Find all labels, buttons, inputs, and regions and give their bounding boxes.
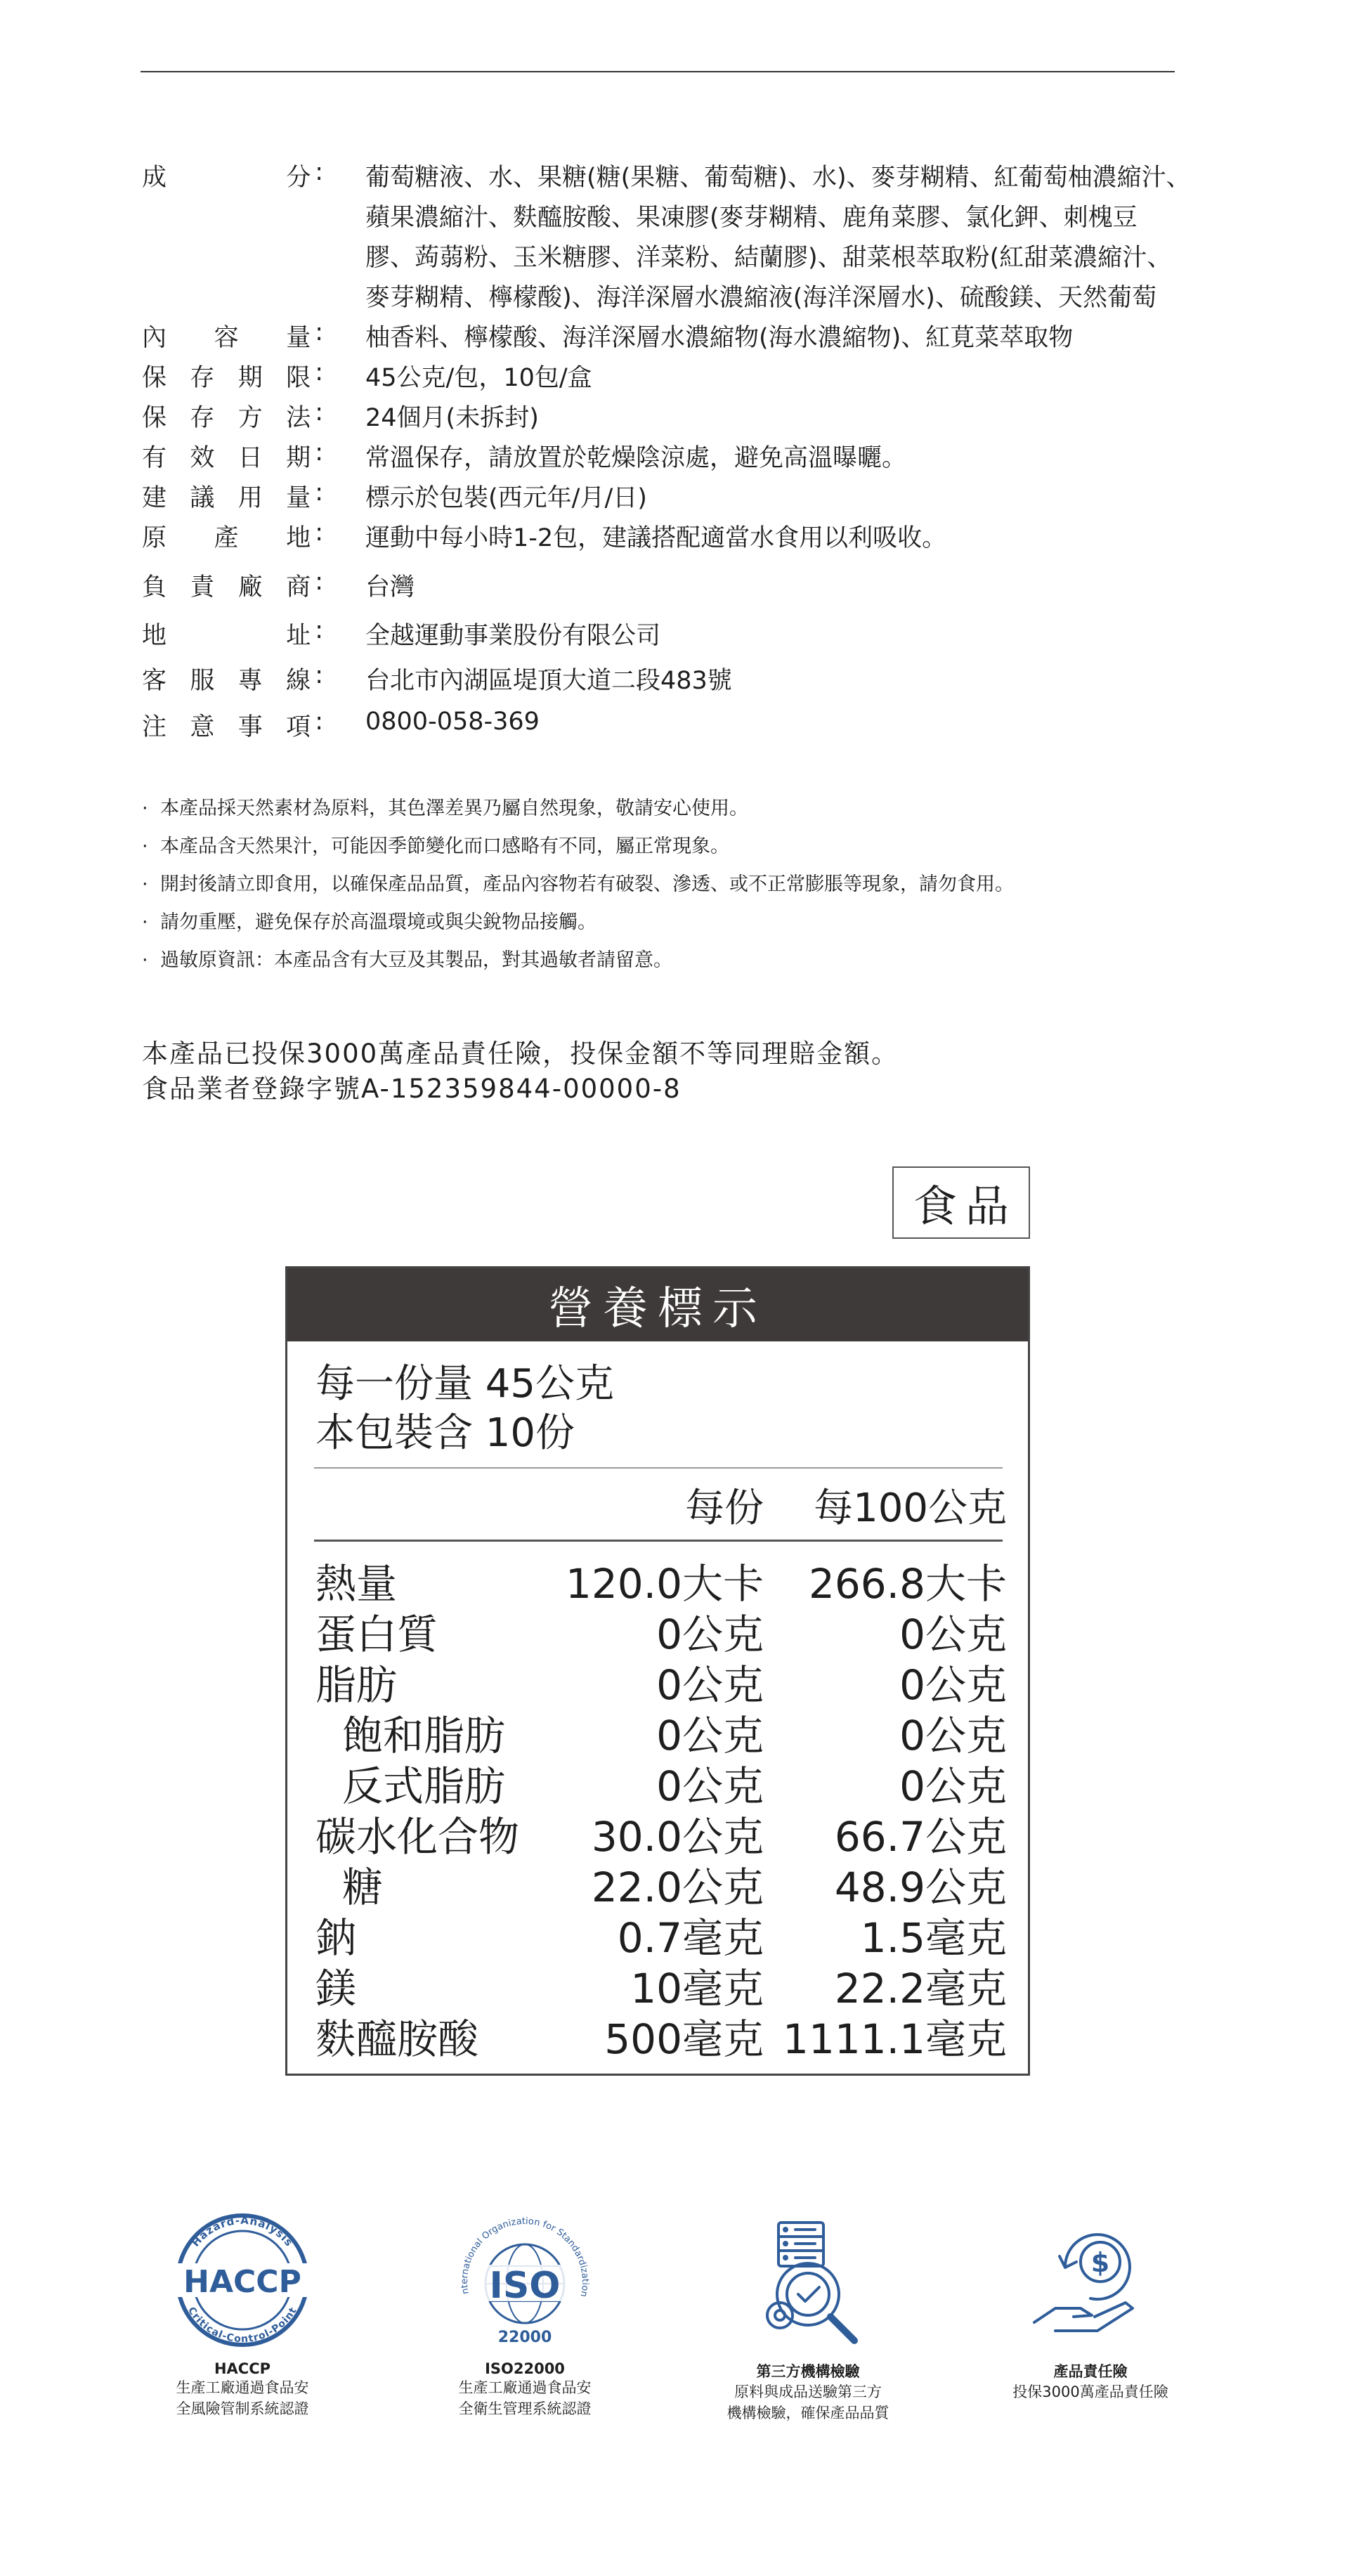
- cert-desc-line: 生產工廠通過食品安: [458, 2379, 592, 2396]
- nutrient-per-100g: 266.8大卡: [808, 1560, 1007, 1608]
- nutrient-per-100g: 0公克: [899, 1611, 1007, 1658]
- nutrient-per-serving: 0公克: [656, 1712, 764, 1759]
- spec-label-char: 服: [190, 667, 216, 695]
- column-header-per-100g: 每100公克: [814, 1485, 1007, 1531]
- cert-desc-line: 全衛生管理系統認證: [458, 2400, 592, 2417]
- nutrient-per-serving: 0公克: [656, 1762, 764, 1810]
- spec-label-char: 限: [286, 364, 313, 392]
- iso-mark: ISO: [489, 2265, 561, 2307]
- spec-value-ingredients-line4: 麥芽糊精、檸檬酸)、海洋深層水濃縮液(海洋深層水)、硫酸鎂、天然葡萄: [365, 284, 1156, 312]
- nutrient-row-fat: [287, 1652, 1028, 1709]
- spec-value-notice: 0800-058-369: [365, 708, 540, 736]
- spec-label-char: 容: [214, 324, 240, 352]
- spec-label-char: 期: [286, 444, 313, 472]
- top-divider: [141, 71, 1175, 72]
- spec-label-char: 客: [142, 667, 169, 695]
- nutrient-name: 碳水化合物: [315, 1813, 520, 1861]
- spec-label-text: [142, 398, 312, 434]
- nutrient-per-serving: 120.0大卡: [565, 1560, 764, 1608]
- nutrient-per-100g: 22.2毫克: [834, 1965, 1007, 2012]
- spec-label-char: 保: [142, 404, 169, 432]
- spec-value-ingredients-line2: 蘋果濃縮汁、麩醯胺酸、果凍膠(麥芽糊精、鹿角菜膠、氯化鉀、刺槐豆: [365, 204, 1138, 232]
- registration-number: 食品業者登錄字號A-152359844-00000-8: [142, 1074, 682, 1104]
- nutrient-per-100g: 66.7公克: [834, 1813, 1007, 1861]
- spec-label-origin: 原 產 地 :: [142, 519, 325, 552]
- spec-label-char: 議: [190, 484, 216, 512]
- lab-inspection-icon: [731, 2210, 885, 2350]
- spec-label-text: [142, 616, 312, 651]
- spec-label-text: [142, 661, 312, 696]
- iso-number: 22000: [497, 2329, 552, 2346]
- nutrient-name: 反式脂肪: [342, 1762, 506, 1810]
- spec-label-char: 專: [237, 667, 264, 695]
- nutrient-name: 鈉: [315, 1914, 357, 1962]
- nutrient-per-100g: 1.5毫克: [860, 1914, 1007, 1962]
- haccp-top-text: Hazard-Analysis: [189, 2213, 296, 2249]
- spec-label-char: 線: [286, 667, 313, 695]
- nutrition-divider: [314, 1540, 1003, 1542]
- spec-value-ingredients-line1: 葡萄糖液、水、果糖(糖(果糖、葡萄糖)、水)、麥芽糊精、紅葡萄柚濃縮汁、: [365, 164, 1191, 192]
- spec-label-char: 商: [286, 573, 313, 601]
- nutrient-name: 脂肪: [315, 1661, 398, 1709]
- spec-label-char: 方: [237, 404, 264, 432]
- spec-label-char: 分: [286, 164, 313, 192]
- notice-text: 請勿重壓，避免保存於高溫環境或與尖銳物品接觸。: [160, 911, 597, 933]
- spec-value-storage: 24個月(未拆封): [365, 404, 539, 432]
- cert-product-liability: [957, 2210, 1224, 2402]
- haccp-seal-icon: [165, 2210, 320, 2350]
- spec-label-text: [142, 568, 312, 603]
- cert-third-party-lab: [674, 2210, 941, 2424]
- nutrient-per-serving: 30.0公克: [591, 1813, 764, 1861]
- haccp-bottom-text: Critical-Control-Point: [185, 2305, 299, 2346]
- dollar-mark: $: [1090, 2247, 1110, 2278]
- nutrient-per-serving: 0公克: [656, 1611, 764, 1658]
- nutrient-name: 蛋白質: [315, 1611, 438, 1658]
- nutrition-divider: [314, 1467, 1003, 1469]
- iso-globe-icon: [448, 2210, 602, 2350]
- nutrient-row-saturated-fat: [287, 1703, 1028, 1759]
- cert-title: HACCP: [214, 2360, 271, 2377]
- nutrient-per-100g: 0公克: [899, 1661, 1007, 1709]
- spec-label-text: [142, 358, 312, 393]
- spec-label-char: 地: [142, 622, 169, 650]
- cert-haccp: [109, 2210, 376, 2419]
- nutrient-per-100g: 0公克: [899, 1762, 1007, 1810]
- spec-label-char: 保: [142, 364, 169, 392]
- nutrient-per-serving: 10毫克: [630, 1965, 764, 2012]
- spec-value-address: 全越運動事業股份有限公司: [365, 622, 661, 650]
- spec-label-text: [142, 318, 312, 353]
- servings-per-package: 本包裝含 10份: [315, 1410, 575, 1456]
- spec-label-char: 地: [286, 524, 313, 552]
- spec-label-char: 有: [142, 444, 169, 472]
- spec-label-char: 原: [142, 524, 169, 552]
- nutrient-per-serving: 22.0公克: [591, 1863, 764, 1911]
- spec-label-char: 日: [237, 444, 264, 472]
- spec-label-char: 存: [190, 364, 216, 392]
- nutrient-name: 糖: [342, 1863, 384, 1911]
- nutrient-row-magnesium: [287, 1956, 1028, 2012]
- svg-text:Critical-Control-Point: [185, 2305, 299, 2346]
- spec-label-text: [142, 479, 312, 514]
- spec-label-char: 事: [237, 713, 264, 741]
- spec-label-char: 法: [286, 404, 313, 432]
- spec-value-dosage: 標示於包裝(西元年/月/日): [365, 484, 647, 512]
- spec-value-manufacturer: 台灣: [365, 573, 415, 601]
- spec-label-notice: 注 意 事 項 :: [142, 708, 325, 741]
- cert-desc-line: 投保3000萬產品責任險: [1012, 2383, 1168, 2400]
- spec-label-char: 期: [237, 364, 264, 392]
- nutrient-per-100g: 48.9公克: [834, 1863, 1007, 1911]
- spec-label-expiry: 有 效 日 期 :: [142, 438, 325, 472]
- spec-label-hotline: 客 服 專 線 :: [142, 661, 325, 695]
- notice-text: 過敏原資訊：本產品含有大豆及其製品，對其過敏者請留意。: [160, 949, 672, 971]
- nutrient-per-100g: 0公克: [899, 1712, 1007, 1759]
- cert-desc-line: 機構檢驗，確保產品品質: [726, 2405, 889, 2421]
- haccp-mark: HACCP: [183, 2264, 301, 2300]
- notice-text: 開封後請立即食用，以確保產品品質，產品內容物若有破裂、滲透、或不正常膨脹等現象，請勿食用。: [160, 873, 1014, 895]
- spec-label-char: 效: [190, 444, 216, 472]
- serving-size: 每一份量 45公克: [315, 1361, 615, 1407]
- notice-item: · 本產品採天然素材為原料，其色澤差異乃屬自然現象，敬請安心使用。: [142, 798, 748, 819]
- spec-label-char: 用: [237, 484, 264, 512]
- spec-label-text: [142, 708, 312, 743]
- food-category-badge: 食品: [892, 1166, 1030, 1239]
- notice-item: · 本產品含天然果汁，可能因季節變化而口感略有不同，屬正常現象。: [142, 835, 729, 857]
- spec-label-char: 廠: [237, 573, 264, 601]
- nutrient-row-sodium: [287, 1905, 1028, 1962]
- spec-label-text: [142, 519, 312, 554]
- nutrient-per-serving: 0公克: [656, 1661, 764, 1709]
- spec-label-char: 項: [286, 713, 313, 741]
- spec-label-manufacturer: 負 責 廠 商 :: [142, 568, 325, 601]
- insurance-statement: [142, 1036, 899, 1107]
- cert-title: 產品責任險: [1053, 2363, 1128, 2380]
- notice-item: · 請勿重壓，避免保存於高溫環境或與尖銳物品接觸。: [142, 911, 597, 933]
- nutrition-facts-panel: [285, 1266, 1030, 2076]
- spec-value-shelf-life: 45公克/包，10包/盒: [365, 364, 592, 392]
- nutrient-name: 鎂: [315, 1965, 357, 2012]
- spec-label-dosage: 建 議 用 量 :: [142, 479, 325, 512]
- spec-label-char: 量: [286, 324, 313, 352]
- nutrient-row-trans-fat: [287, 1753, 1028, 1810]
- spec-label-storage: 保 存 方 法 :: [142, 398, 325, 432]
- spec-label-text: [142, 158, 312, 193]
- nutrient-row-protein: [287, 1601, 1028, 1658]
- notice-text: 本產品含天然果汁，可能因季節變化而口感略有不同，屬正常現象。: [160, 835, 729, 857]
- spec-label-char: 產: [214, 524, 240, 552]
- spec-value-content: 柚香料、檸檬酸、海洋深層水濃縮物(海水濃縮物)、紅莧菜萃取物: [365, 324, 1074, 352]
- nutrient-per-100g: 1111.1毫克: [783, 2015, 1007, 2063]
- cert-desc-line: 全風險管制系統認證: [176, 2400, 309, 2417]
- notice-item: · 過敏原資訊：本產品含有大豆及其製品，對其過敏者請留意。: [142, 949, 672, 971]
- nutrient-row-carbohydrate: [287, 1804, 1028, 1861]
- column-header-per-serving: 每份: [685, 1485, 764, 1531]
- nutrient-row-glutamine: [287, 2006, 1028, 2063]
- cert-desc-line: 原料與成品送驗第三方: [734, 2383, 882, 2400]
- spec-label-char: 量: [286, 484, 313, 512]
- spec-label-text: [142, 438, 312, 474]
- nutrition-title: 營養標示: [287, 1268, 1028, 1341]
- spec-label-content: 內 容 量 :: [142, 318, 325, 352]
- spec-value-hotline: 台北市內湖區堤頂大道二段483號: [365, 667, 732, 695]
- nutrient-name: 麩醯胺酸: [315, 2015, 479, 2063]
- spec-value-ingredients-line3: 膠、蒟蒻粉、玉米糖膠、洋菜粉、結蘭膠)、甜菜根萃取粉(紅甜菜濃縮汁、: [365, 244, 1172, 272]
- notice-text: 本產品採天然素材為原料，其色澤差異乃屬自然現象，敬請安心使用。: [160, 798, 748, 819]
- spec-label-char: 建: [142, 484, 169, 512]
- spec-value-origin: 運動中每小時1-2包，建議搭配適當水食用以利吸收。: [365, 524, 947, 552]
- insurance-hand-icon: [1013, 2210, 1168, 2350]
- nutrient-name: 飽和脂肪: [342, 1712, 506, 1759]
- spec-label-char: 負: [142, 573, 169, 601]
- spec-label-char: 存: [190, 404, 216, 432]
- cert-title: ISO22000: [485, 2360, 565, 2377]
- spec-label-char: 責: [190, 573, 216, 601]
- spec-label-char: 內: [142, 324, 169, 352]
- insurance-line: 本產品已投保3000萬產品責任險，投保金額不等同理賠金額。: [142, 1039, 899, 1069]
- nutrient-per-serving: 0.7毫克: [617, 1914, 764, 1962]
- nutrient-row-sugar: [287, 1854, 1028, 1911]
- cert-desc-line: 生產工廠通過食品安: [176, 2379, 309, 2396]
- spec-label-shelf-life: 保 存 期 限 :: [142, 358, 325, 392]
- cert-title: 第三方機構檢驗: [756, 2363, 860, 2380]
- spec-label-char: 成: [142, 164, 169, 192]
- spec-label-address: 地 址 :: [142, 616, 325, 650]
- nutrient-row-energy: [287, 1551, 1028, 1608]
- spec-label-char: 意: [190, 713, 216, 741]
- spec-label-char: 注: [142, 713, 169, 741]
- nutrient-per-serving: 500毫克: [604, 2015, 764, 2063]
- notice-item: · 開封後請立即食用，以確保產品品質，產品內容物若有破裂、滲透、或不正常膨脹等現象，請勿食用。: [142, 873, 1014, 895]
- spec-label-ingredients: 成 分 :: [142, 158, 325, 192]
- spec-value-expiry: 常溫保存，請放置於乾燥陰涼處，避免高溫曝曬。: [365, 444, 907, 472]
- iso-ring-text: nternational Organization for Standardization: [459, 2216, 591, 2298]
- nutrient-name: 熱量: [315, 1560, 398, 1608]
- cert-iso22000: [391, 2210, 658, 2419]
- spec-label-char: 址: [286, 622, 313, 650]
